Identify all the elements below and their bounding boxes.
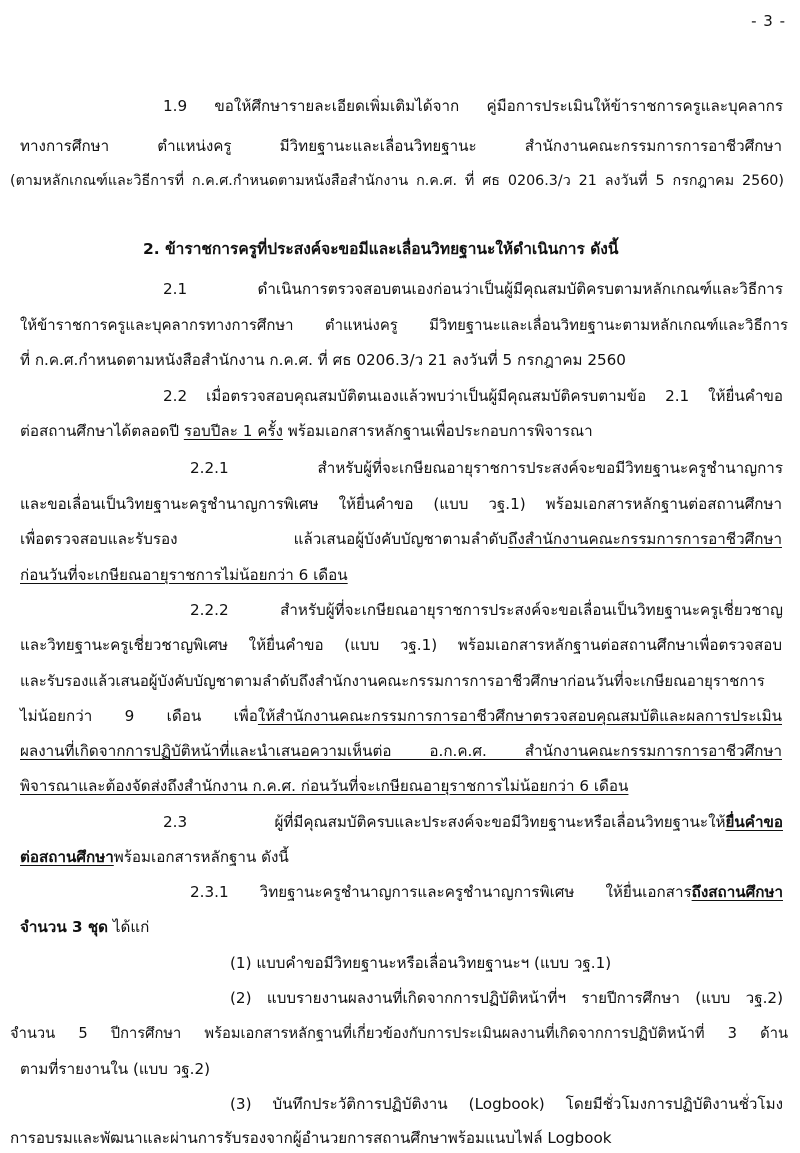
item-1: (1) แบบคำขอมีวิทยฐานะหรือเลื่อนวิทยฐานะฯ (แบบ วฐ.1) [230, 954, 612, 972]
s222-underlined-ovec-check: ให้สำนักงานคณะกรรมการการอาชีวศึกษาตรวจสอบคุณสมบัติและผลการประเมิน [257, 707, 782, 725]
s23-line2-text: พร้อมเอกสารหลักฐาน ดังนี้ [113, 848, 289, 866]
s222-line4 [20, 706, 782, 726]
s21-line2: ให้ข้าราชการครูและบุคลากรทางการศึกษา ตำแหน่งครู มีวิทยฐานะและเลื่อนวิทยฐานะตามหลักเกณฑ์และวิธีการ [20, 316, 788, 334]
s21-line3: ที่ ก.ค.ศ.กำหนดตามหนังสือสำนักงาน ก.ค.ศ. ที่ ศธ 0206.3/ว 21 ลงวันที่ 5 กรกฎาคม 2560 [20, 351, 626, 369]
s22-line2 [20, 421, 593, 441]
s222-underlined-line6: พิจารณาและต้องจัดส่งถึงสำนักงาน ก.ค.ศ. ก่อนวันที่จะเกษียณอายุราชการไม่น้อยกว่า 6 เดือน [20, 777, 629, 795]
item-2-line1: (2) แบบรายงานผลงานที่เกิดจากการปฏิบัติหน้าที่ฯ รายปีการศึกษา (แบบ วฐ.2) [230, 989, 783, 1007]
s221-line3-text: เพื่อตรวจสอบและรับรอง แล้วเสนอผู้บังคับบัญชาตามลำดับ [20, 530, 509, 548]
s221-line2: และขอเลื่อนเป็นวิทยฐานะครูชำนาญการพิเศษ ให้ยื่นคำขอ (แบบ วฐ.1) พร้อมเอกสารหลักฐานต่อสถานศึกษา [20, 495, 782, 513]
s22-line2-text-b: พร้อมเอกสารหลักฐานเพื่อประกอบการพิจารณา [282, 422, 593, 440]
s222-line4-text: ไม่น้อยกว่า 9 เดือน เพื่อ [20, 707, 258, 725]
s222-line1: 2.2.2 สำหรับผู้ที่จะเกษียณอายุราชการประสงค์จะขอเลื่อนเป็นวิทยฐานะครูเชี่ยวชาญ [190, 601, 783, 619]
s21-line1: 2.1 ดำเนินการตรวจสอบตนเองก่อนว่าเป็นผู้มีคุณสมบัติครบตามหลักเกณฑ์และวิธีการ [163, 280, 783, 298]
s231-line2 [20, 917, 149, 937]
s22-underlined-once-per-year: รอบปีละ 1 ครั้ง [183, 422, 283, 440]
s19-line2: ทางการศึกษา ตำแหน่งครู มีวิทยฐานะและเลื่อนวิทยฐานะ สำนักงานคณะกรรมการการอาชีวศึกษา [20, 137, 782, 155]
s19-line1: 1.9 ขอให้ศึกษารายละเอียดเพิ่มเติมได้จาก คู่มือการประเมินให้ข้าราชการครูและบุคลากร [163, 97, 783, 115]
s23-underlined-submit: ยื่นคำขอ [725, 813, 783, 831]
section-2-heading: 2. ข้าราชการครูที่ประสงค์จะขอมีและเลื่อนวิทยฐานะให้ดำเนินการ ดังนี้ [143, 240, 619, 258]
s222-underlined-line5: ผลงานที่เกิดจากการปฏิบัติหน้าที่และนำเสนอความเห็นต่อ อ.ก.ค.ศ. สำนักงานคณะกรรมการการอาชีวศึกษา [20, 742, 782, 760]
s222-line2: และวิทยฐานะครูเชี่ยวชาญพิเศษ ให้ยื่นคำขอ (แบบ วฐ.1) พร้อมเอกสารหลักฐานต่อสถานศึกษาเพื่อตรวจสอบ [20, 636, 782, 654]
s22-line1: 2.2 เมื่อตรวจสอบคุณสมบัติตนเองแล้วพบว่าเป็นผู้มีคุณสมบัติครบตามข้อ 2.1 ให้ยื่นคำขอ [163, 387, 783, 405]
item-3-line2: การอบรมและพัฒนาและผ่านการรับรองจากผู้อำนวยการสถานศึกษาพร้อมแนบไฟล์ Logbook [10, 1129, 612, 1147]
s221-line1: 2.2.1 สำหรับผู้ที่จะเกษียณอายุราชการประสงค์จะขอมีวิทยฐานะครูชำนาญการ [190, 459, 783, 477]
s23-line2 [20, 847, 289, 867]
s19-line3: (ตามหลักเกณฑ์และวิธีการที่ ก.ค.ศ.กำหนดตามหนังสือสำนักงาน ก.ค.ศ. ที่ ศธ 0206.3/ว 21 ลงวันที่ 5 กรกฎาคม 2560) [10, 173, 784, 189]
s231-line1-text: 2.3.1 วิทยฐานะครูชำนาญการและครูชำนาญการพิเศษ ให้ยื่นเอกสาร [190, 883, 692, 901]
item-3-line1: (3) บันทึกประวัติการปฏิบัติงาน (Logbook) โดยมีชั่วโมงการปฏิบัติงานชั่วโมง [230, 1095, 783, 1113]
s22-line2-text-a: ต่อสถานศึกษาได้ตลอดปี [20, 422, 184, 440]
s231-bold-copies: จำนวน 3 ชุด [20, 918, 109, 936]
s23-underlined-to-school: ต่อสถานศึกษา [20, 848, 114, 866]
s221-underlined-to-ovec: ถึงสำนักงานคณะกรรมการการอาชีวศึกษา [508, 530, 782, 548]
item-2-line3: ตามที่รายงานใน (แบบ วฐ.2) [20, 1060, 211, 1078]
s23-line1 [163, 812, 783, 832]
s231-underlined-to-school: ถึงสถานศึกษา [691, 883, 783, 901]
s23-line1-text: 2.3 ผู้ที่มีคุณสมบัติครบและประสงค์จะขอมีวิทยฐานะหรือเลื่อนวิทยฐานะให้ [163, 813, 726, 831]
s222-line3: และรับรองแล้วเสนอผู้บังคับบัญชาตามลำดับถึงสำนักงานคณะกรรมการการอาชีวศึกษาก่อนวันที่จะเกษียณอายุราชการ [20, 672, 765, 690]
s231-line1 [190, 882, 783, 902]
s231-line2-text: ได้แก่ [108, 918, 150, 936]
page-number: - 3 - [751, 12, 786, 30]
s221-line3 [20, 529, 782, 549]
item-2-line2: จำนวน 5 ปีการศึกษา พร้อมเอกสารหลักฐานที่เกี่ยวข้องกับการประเมินผลงานที่เกิดจากการปฏิบัติหน้าที่ 3 ด้าน [10, 1025, 788, 1042]
s221-underlined-deadline: ก่อนวันที่จะเกษียณอายุราชการไม่น้อยกว่า 6 เดือน [20, 566, 348, 584]
